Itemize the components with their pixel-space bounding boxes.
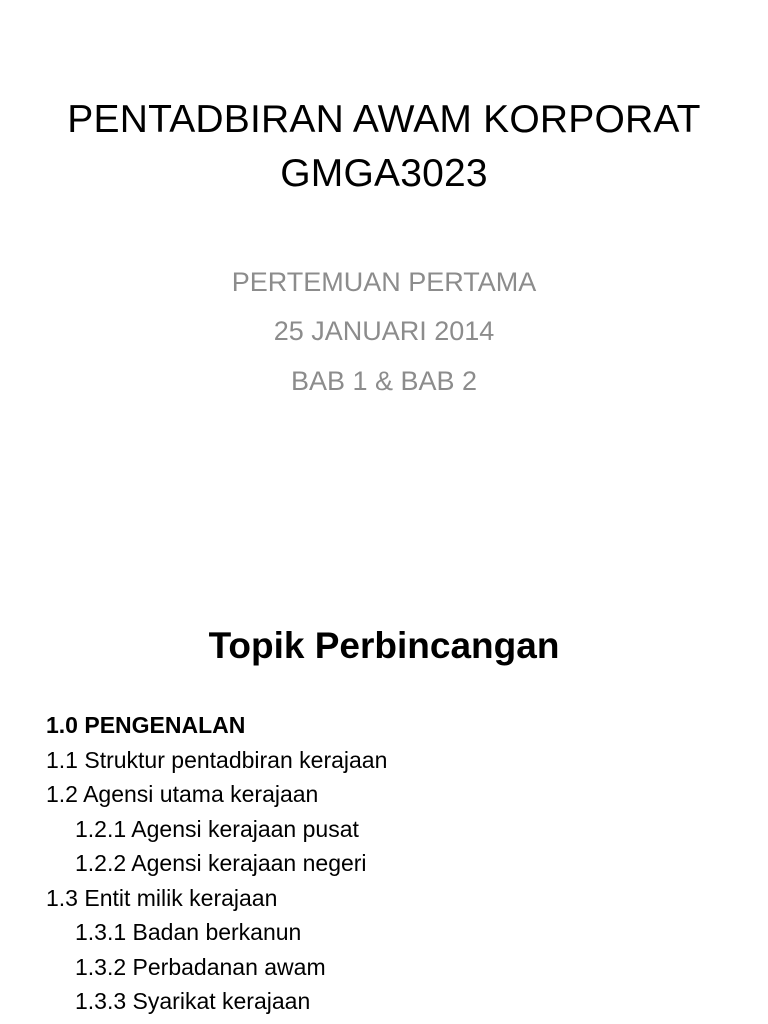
topic-subitem: 1.3.1 Badan berkanun: [75, 919, 302, 945]
topics-heading: Topik Perbincangan: [208, 625, 560, 666]
topic-item: 1.2 Agensi utama kerajaan: [46, 781, 319, 807]
topic-subitem: 1.3.2 Perbadanan awam: [75, 953, 326, 980]
topics-list: [46, 708, 387, 1019]
subtitle-session: PERTEMUAN PERTAMA: [231, 267, 537, 297]
topics-slide: [0, 585, 768, 1024]
topic-item: 1.1 Struktur pentadbiran kerajaan: [46, 746, 388, 773]
subtitle-date: 25 JANUARI 2014: [273, 316, 495, 346]
topic-item: 1.0 PENGENALAN: [46, 712, 246, 738]
topic-subitem: 1.3.3 Syarikat kerajaan: [75, 988, 311, 1014]
subtitle-chapters: BAB 1 & BAB 2: [290, 366, 478, 396]
topic-subitem: 1.2.1 Agensi kerajaan pusat: [75, 815, 359, 842]
topic-subitem: 1.2.2 Agensi kerajaan negeri: [75, 850, 367, 876]
topic-item: 1.3 Entit milik kerajaan: [46, 884, 278, 911]
slide-title-course-code: GMGA3023: [280, 152, 488, 195]
slide-title-line-1: PENTADBIRAN AWAM KORPORAT: [67, 98, 701, 141]
